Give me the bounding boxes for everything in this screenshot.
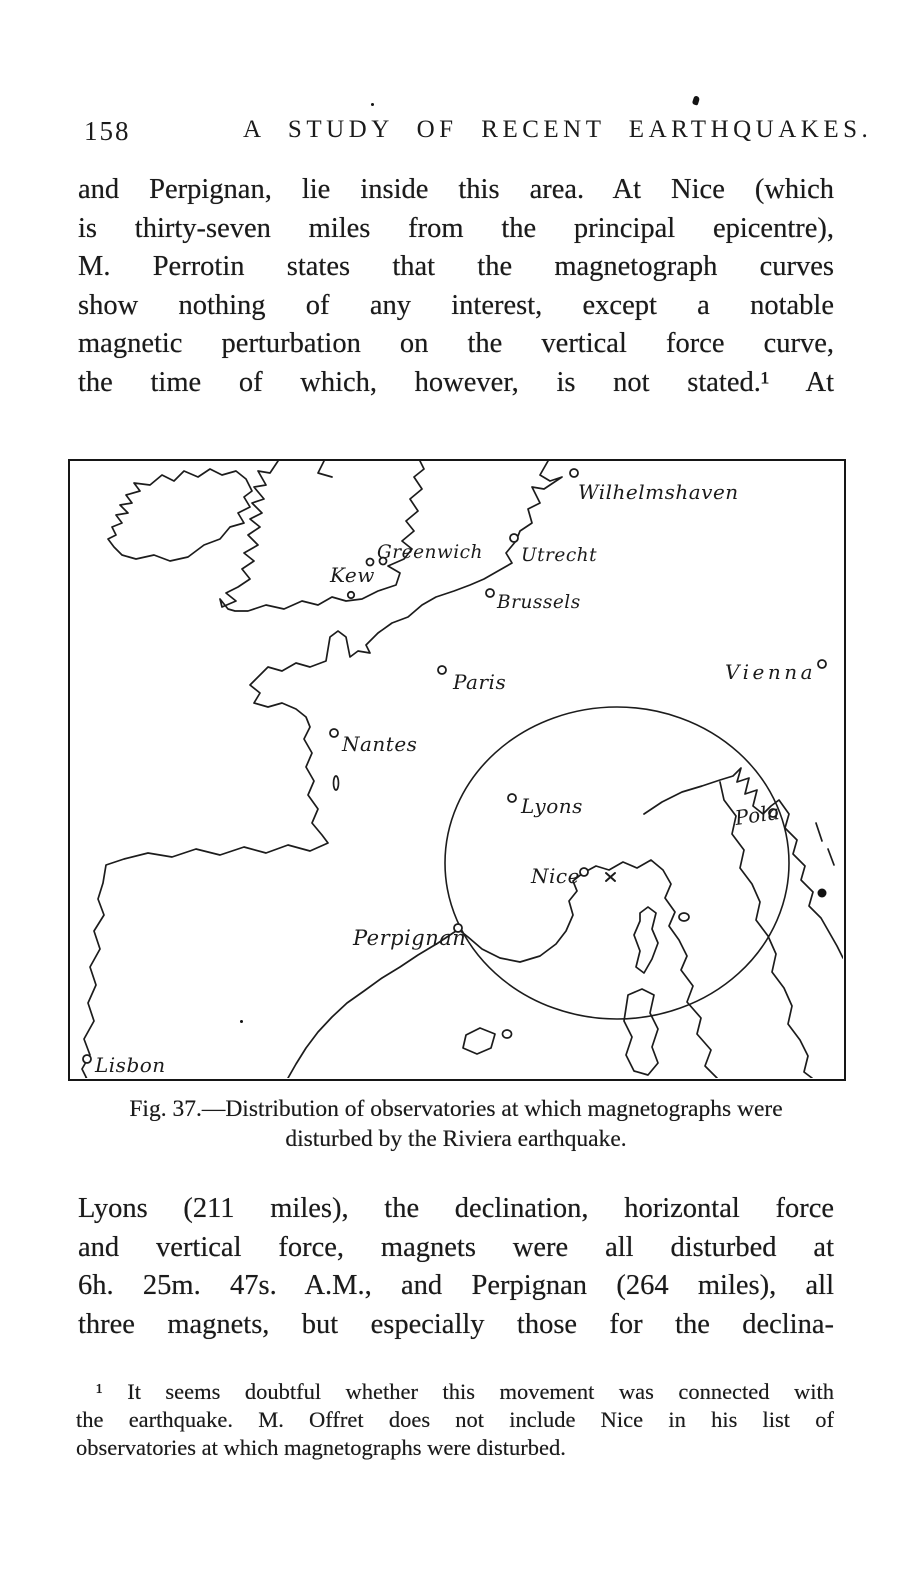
observatory-marker-utrecht — [510, 534, 518, 542]
epicentre-x-icon — [606, 873, 615, 881]
text-line: and vertical force, magnets were all disturbed at — [78, 1231, 834, 1263]
observatory-marker-brussels — [486, 589, 494, 597]
coastline-adriatic-istria-dalmatia — [644, 768, 843, 958]
dalmatian-islands — [816, 823, 834, 865]
paragraph-top — [78, 171, 834, 403]
paragraph-bottom — [78, 1190, 834, 1344]
running-title: A STUDY OF RECENT EARTHQUAKES. — [243, 116, 873, 143]
disturbed-area-circle — [445, 707, 789, 1019]
map-label-kew: Kew — [330, 563, 375, 587]
map-label-greenwich: Greenwich — [377, 542, 483, 563]
island-corsica — [634, 907, 658, 973]
coastline-scottish-loch — [318, 461, 332, 477]
map-label-vienna: Vienna — [725, 660, 817, 684]
coastline-riviera-italy-west — [458, 860, 717, 1078]
map-label-utrecht: Utrecht — [521, 545, 598, 566]
observatory-marker-south-coast — [348, 592, 354, 598]
coastline-great-britain — [220, 461, 424, 611]
text-line: show nothing of any interest, except a notable — [78, 289, 834, 321]
map-label-lisbon: Lisbon — [95, 1053, 166, 1077]
map-label-nice: Nice — [531, 864, 580, 888]
europe-observatories-map — [70, 461, 843, 1078]
coastline-continental-atlantic — [82, 461, 562, 1078]
text-line: and Perpignan, lie inside this area. At Nice (which — [78, 174, 834, 205]
island-sardinia — [624, 989, 658, 1075]
text-line: 6h. 25m. 47s. A.M., and Perpignan (264 miles), all — [78, 1270, 834, 1302]
footnote-line: observatories at which magnetographs were disturbed. — [76, 1435, 566, 1461]
text-line: the time of which, however, is not stated.¹ At — [78, 366, 834, 398]
text-line: Lyons (211 miles), the declination, horizontal force — [78, 1193, 834, 1224]
observatory-marker-lisbon — [83, 1055, 91, 1063]
observatory-marker-wilhelmshaven — [570, 469, 578, 477]
map-label-pola: Pola — [733, 799, 782, 830]
observatory-marker-nantes — [330, 729, 338, 737]
figure-map-frame — [68, 459, 846, 1081]
figure-caption-line: Fig. 37.—Distribution of observatories at which magnetographs were — [129, 1096, 783, 1122]
map-label-perpignan: Perpignan — [353, 926, 467, 950]
map-label-paris: Paris — [453, 670, 507, 694]
text-line: magnetic perturbation on the vertical force curve, — [78, 328, 834, 360]
map-label-brussels: Brussels — [497, 592, 581, 613]
coastline-italy-east — [720, 782, 812, 1078]
map-label-lyons: Lyons — [521, 794, 583, 818]
map-label-wilhelmshaven: Wilhelmshaven — [578, 480, 739, 504]
map-label-nantes: Nantes — [342, 732, 418, 756]
island-minorca — [503, 1030, 512, 1038]
ink-speck — [692, 95, 700, 105]
observatory-marker-vienna — [818, 660, 826, 668]
page-number: 158 — [84, 116, 131, 146]
text-line: is thirty-seven miles from the principal epicentre), — [78, 212, 834, 244]
island-elba — [679, 913, 689, 921]
island-oleron — [334, 776, 339, 790]
running-head — [0, 114, 900, 154]
footnote-line: the earthquake. M. Offret does not include Nice in his list of — [76, 1407, 834, 1433]
figure-caption — [80, 1095, 832, 1154]
island-majorca — [463, 1028, 495, 1054]
footnote-line: ¹ It seems doubtful whether this movement was connected with — [96, 1379, 834, 1404]
figure-caption-line: disturbed by the Riviera earthquake. — [285, 1125, 627, 1152]
observatory-marker-nice — [580, 868, 588, 876]
coastline-ireland — [108, 469, 252, 561]
coastline-spain-mediterranean — [288, 931, 456, 1078]
ink-speck — [240, 1020, 243, 1023]
town-dot — [818, 889, 827, 898]
text-line: three magnets, but especially those for the declina- — [78, 1308, 834, 1340]
ink-speck — [371, 103, 374, 106]
observatory-marker-lyons — [508, 794, 516, 802]
footnote — [76, 1378, 834, 1463]
observatory-marker-paris — [438, 666, 446, 674]
text-line: M. Perrotin states that the magnetograph curves — [78, 251, 834, 283]
